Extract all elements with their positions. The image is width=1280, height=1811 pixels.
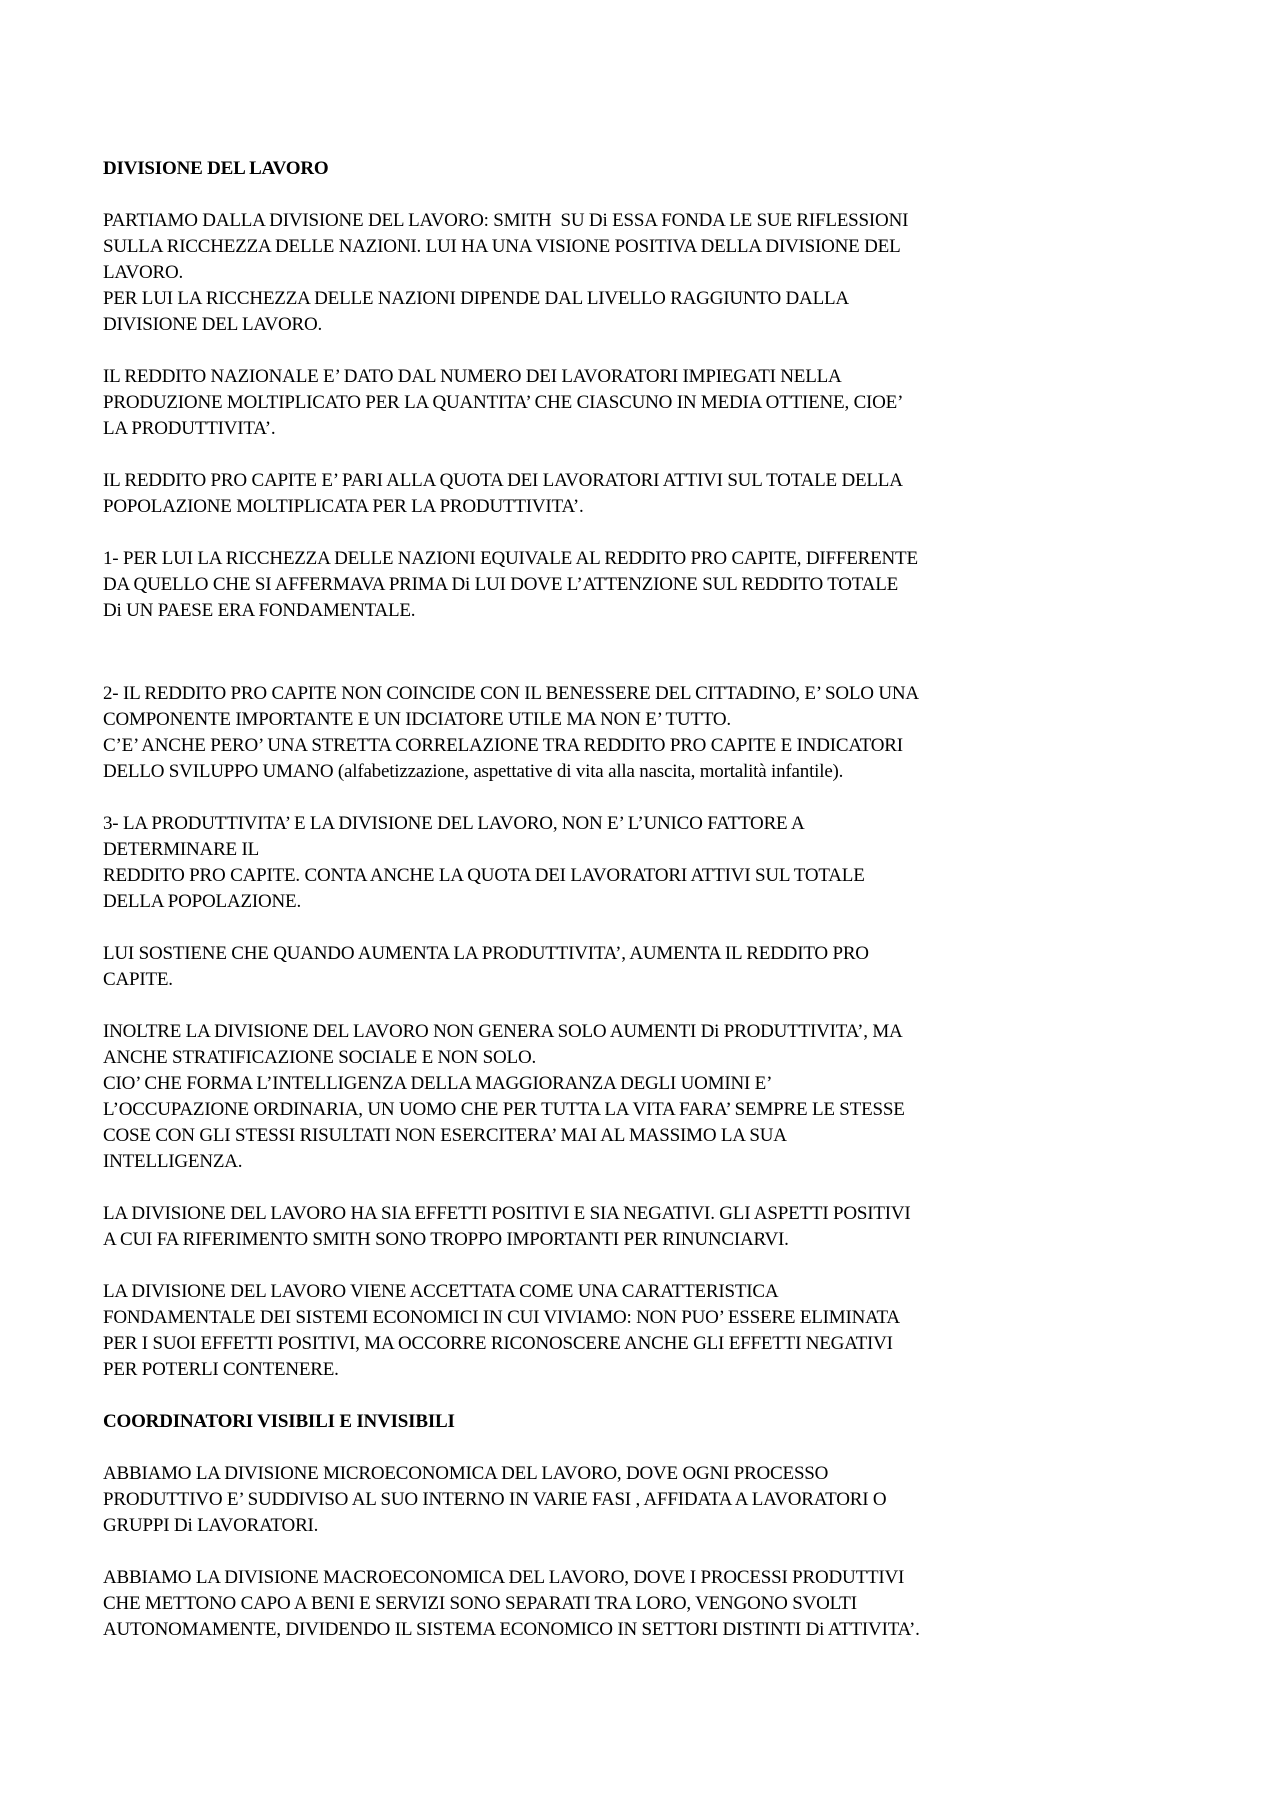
paragraph — [103, 811, 1243, 915]
paragraph — [103, 681, 1243, 785]
text-line: CHE METTONO CAPO A BENI E SERVIZI SONO SEPARATI TRA LORO, VENGONO SVOLTI — [103, 1593, 857, 1614]
text-line: FONDAMENTALE DEI SISTEMI ECONOMICI IN CUI VIVIAMO: NON PUO’ ESSERE ELIMINATA — [103, 1307, 900, 1328]
paragraph — [103, 1279, 1243, 1383]
text-line: DA QUELLO CHE SI AFFERMAVA PRIMA Di LUI DOVE L’ATTENZIONE SUL REDDITO TOTALE — [103, 574, 899, 595]
text-line: PER LUI LA RICCHEZZA DELLE NAZIONI DIPENDE DAL LIVELLO RAGGIUNTO DALLA — [103, 288, 849, 309]
text-line: DIVISIONE DEL LAVORO — [103, 158, 329, 179]
text-line: DELLA POPOLAZIONE. — [103, 891, 301, 912]
paragraph — [103, 1461, 1243, 1539]
text-line: Di UN PAESE ERA FONDAMENTALE. — [103, 600, 416, 621]
text-line: POPOLAZIONE MOLTIPLICATA PER LA PRODUTTIVITA’. — [103, 496, 584, 517]
paragraph — [103, 1201, 1243, 1253]
paragraph — [103, 941, 1243, 993]
text-line: PER POTERLI CONTENERE. — [103, 1359, 339, 1380]
paragraph — [103, 208, 1243, 338]
paragraph — [103, 1019, 1243, 1175]
text-line: INTELLIGENZA. — [103, 1151, 243, 1172]
text-line: PRODUTTIVO E’ SUDDIVISO AL SUO INTERNO IN VARIE FASI , AFFIDATA A LAVORATORI O — [103, 1489, 887, 1510]
text-line: IL REDDITO PRO CAPITE E’ PARI ALLA QUOTA DEI LAVORATORI ATTIVI SUL TOTALE DELLA — [103, 470, 903, 491]
text-line: CIO’ CHE FORMA L’INTELLIGENZA DELLA MAGGIORANZA DEGLI UOMINI E’ — [103, 1073, 773, 1094]
text-line: ABBIAMO LA DIVISIONE MACROECONOMICA DEL LAVORO, DOVE I PROCESSI PRODUTTIVI — [103, 1567, 905, 1588]
text-line: SULLA RICCHEZZA DELLE NAZIONI. LUI HA UNA VISIONE POSITIVA DELLA DIVISIONE DEL — [103, 236, 901, 257]
text-line: A CUI FA RIFERIMENTO SMITH SONO TROPPO IMPORTANTI PER RINUNCIARVI. — [103, 1229, 789, 1250]
text-line: COSE CON GLI STESSI RISULTATI NON ESERCITERA’ MAI AL MASSIMO LA SUA — [103, 1125, 787, 1146]
text-line: 3- LA PRODUTTIVITA’ E LA DIVISIONE DEL LAVORO, NON E’ L’UNICO FATTORE A — [103, 813, 805, 834]
text-line: DIVISIONE DEL LAVORO. — [103, 314, 323, 335]
paragraph — [103, 1565, 1243, 1643]
text-line: 1- PER LUI LA RICCHEZZA DELLE NAZIONI EQUIVALE AL REDDITO PRO CAPITE, DIFFERENTE — [103, 548, 918, 569]
paragraph — [103, 546, 1243, 624]
text-line: LA PRODUTTIVITA’. — [103, 418, 276, 439]
text-line: AUTONOMAMENTE, DIVIDENDO IL SISTEMA ECONOMICO IN SETTORI DISTINTI Di ATTIVITA’. — [103, 1619, 920, 1640]
text-line: GRUPPI Di LAVORATORI. — [103, 1515, 319, 1536]
document-content — [103, 156, 1243, 1669]
text-line: LA DIVISIONE DEL LAVORO HA SIA EFFETTI POSITIVI E SIA NEGATIVI. GLI ASPETTI POSITIVI — [103, 1203, 911, 1224]
text-line: REDDITO PRO CAPITE. CONTA ANCHE LA QUOTA DEI LAVORATORI ATTIVI SUL TOTALE — [103, 865, 865, 886]
section-heading — [103, 156, 1243, 182]
text-line: L’OCCUPAZIONE ORDINARIA, UN UOMO CHE PER TUTTA LA VITA FARA’ SEMPRE LE STESSE — [103, 1099, 905, 1120]
text-line: 2- IL REDDITO PRO CAPITE NON COINCIDE CON IL BENESSERE DEL CITTADINO, E’ SOLO UNA — [103, 683, 919, 704]
text-line: PER I SUOI EFFETTI POSITIVI, MA OCCORRE RICONOSCERE ANCHE GLI EFFETTI NEGATIVI — [103, 1333, 893, 1354]
text-line: ABBIAMO LA DIVISIONE MICROECONOMICA DEL LAVORO, DOVE OGNI PROCESSO — [103, 1463, 829, 1484]
paragraph — [103, 364, 1243, 442]
text-line: PARTIAMO DALLA DIVISIONE DEL LAVORO: SMITH SU Di ESSA FONDA LE SUE RIFLESSIONI — [103, 210, 909, 231]
text-line: CAPITE. — [103, 969, 173, 990]
text-line: DELLO SVILUPPO UMANO (alfabetizzazione, aspettative di vita alla nascita, mortalità infantile). — [103, 761, 844, 782]
text-line: COMPONENTE IMPORTANTE E UN IDCIATORE UTILE MA NON E’ TUTTO. — [103, 709, 731, 730]
text-line: PRODUZIONE MOLTIPLICATO PER LA QUANTITA’ CHE CIASCUNO IN MEDIA OTTIENE, CIOE’ — [103, 392, 904, 413]
text-line: C’E’ ANCHE PERO’ UNA STRETTA CORRELAZIONE TRA REDDITO PRO CAPITE E INDICATORI — [103, 735, 903, 756]
text-line: ANCHE STRATIFICAZIONE SOCIALE E NON SOLO. — [103, 1047, 537, 1068]
text-line: COORDINATORI VISIBILI E INVISIBILI — [103, 1411, 455, 1432]
text-line: LAVORO. — [103, 262, 184, 283]
section-heading — [103, 1409, 1243, 1435]
text-line: LA DIVISIONE DEL LAVORO VIENE ACCETTATA COME UNA CARATTERISTICA — [103, 1281, 779, 1302]
text-line: LUI SOSTIENE CHE QUANDO AUMENTA LA PRODUTTIVITA’, AUMENTA IL REDDITO PRO — [103, 943, 869, 964]
text-line: INOLTRE LA DIVISIONE DEL LAVORO NON GENERA SOLO AUMENTI Di PRODUTTIVITA’, MA — [103, 1021, 903, 1042]
text-line: DETERMINARE IL — [103, 839, 260, 860]
text-line: IL REDDITO NAZIONALE E’ DATO DAL NUMERO DEI LAVORATORI IMPIEGATI NELLA — [103, 366, 842, 387]
paragraph — [103, 468, 1243, 520]
